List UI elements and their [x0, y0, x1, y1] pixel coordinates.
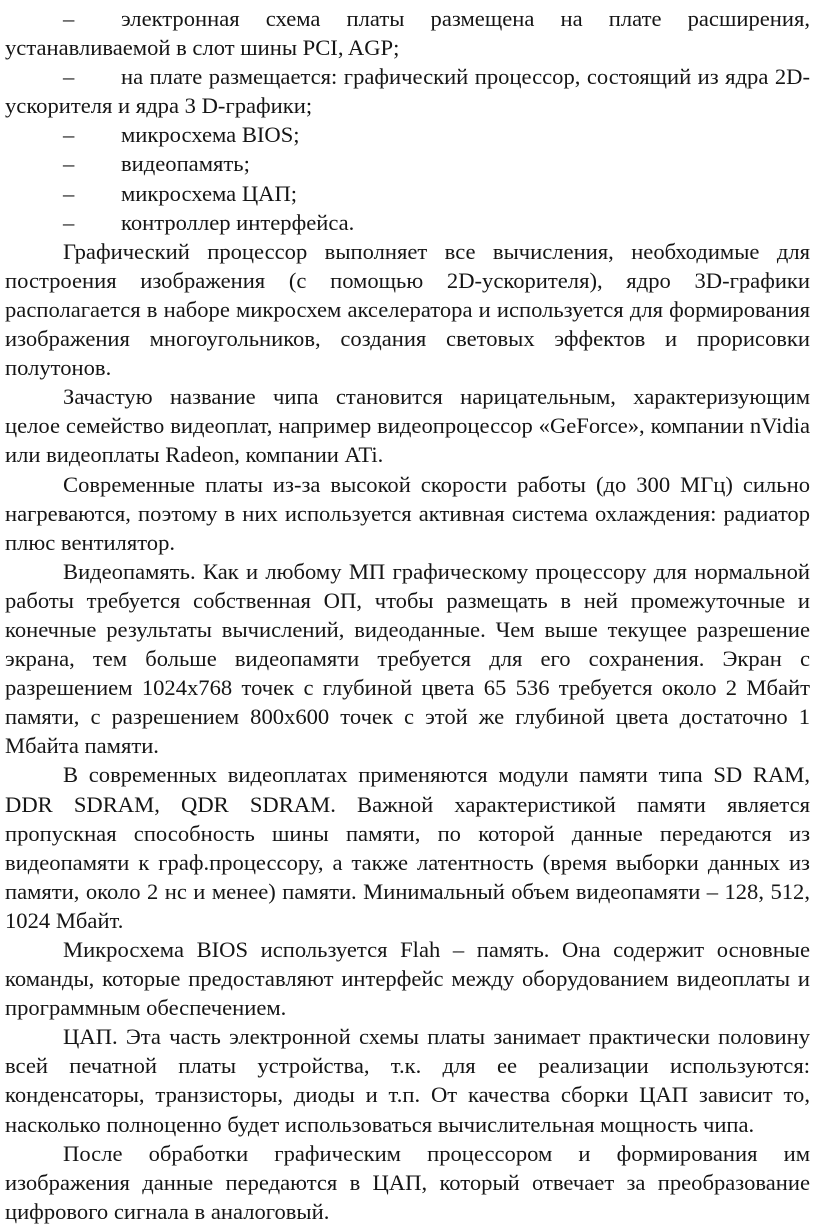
paragraph-dac-conversion: После обработки графическим процессором и формирования им изображения данные передаются в ЦАП, который отвечает за преобразование цифрового сигнала в аналоговый. — [5, 1140, 810, 1224]
list-item-text: на плате размещается: графический процессор, состоящий из ядра 2D-ускорителя и ядра 3 D-графики; — [5, 64, 810, 119]
list-item — [5, 149, 810, 178]
paragraph-cooling: Современные платы из-за высокой скорости работы (до 300 МГц) сильно нагреваются, поэтому в них используется активная система охлаждения: радиатор плюс вентилятор. — [5, 471, 810, 555]
list-item — [5, 120, 810, 149]
list-item — [5, 179, 810, 208]
list-item-text: микросхема BIOS; — [121, 122, 300, 148]
list-item — [5, 4, 810, 62]
list-dash: – — [63, 6, 75, 31]
list-item-text: электронная схема платы размещена на плате расширения, устанавливаемой в слот шины PCI, AGP; — [5, 6, 810, 61]
paragraph-bios: Микросхема BIOS используется Flah – память. Она содержит основные команды, которые предоставляют интерфейс между оборудованием видеоплаты и программным обеспечением. — [5, 937, 810, 1021]
list-item — [5, 62, 810, 120]
paragraph-dac: ЦАП. Эта часть электронной схемы платы занимает практически половину всей печатной платы устройства, т.к. для ее реализации используются: конденсаторы, транзисторы, диоды и т.п. От качества сборки ЦАП зависит то, насколько полноценно будет использоваться вычислительная мощность чипа. — [5, 1024, 810, 1137]
paragraph-gpu: Графический процессор выполняет все вычисления, необходимые для построения изображения (с помощью 2D-ускорителя), ядро 3D-графики располагается в наборе микросхем акселератора и используется для формирования изображения многоугольников, создания световых эффектов и прорисовки полутонов. — [5, 238, 810, 381]
list-dash: – — [63, 122, 75, 148]
list-item-text: видеопамять; — [121, 151, 250, 177]
list-item — [5, 208, 810, 237]
list-dash: – — [63, 64, 75, 90]
list-dash: – — [63, 151, 75, 177]
paragraph-chip-name: Зачастую название чипа становится нарицательным, характеризующим целое семейство видеоплат, например видеопроцессор «GeForce», компании nVidia или видеоплаты Radeon, компании ATi. — [5, 384, 810, 468]
list-dash: – — [63, 209, 75, 235]
list-dash: – — [63, 180, 75, 206]
paragraph-video-memory: Видеопамять. Как и любому МП графическому процессору для нормальной работы требуется собственная ОП, чтобы размещать в ней промежуточные и конечные результаты вычислений, видеоданные. Чем выше текущее разрешение экрана, тем больше видеопамяти требуется для его сохранения. Экран с разрешением 1024x768 точек с глубиной цвета 65 536 требуется около 2 Мбайт памяти, с разрешением 800x600 точек с этой же глубиной цвета достаточно 1 Мбайта памяти. — [5, 558, 810, 759]
list-item-text: микросхема ЦАП; — [121, 180, 298, 206]
paragraph-memory-types: В современных видеоплатах применяются модули памяти типа SD RAM, DDR SDRAM, QDR SDRAM. Важной характеристикой памяти является пропускная способность шины памяти, по которой данные передаются из видеопамяти к граф.процессору, а также латентность (время выборки данных из памяти, около 2 нс и менее) памяти. Минимальный объем видеопамяти – 128, 512, 1024 Мбайт. — [5, 762, 810, 933]
list-item-text: контроллер интерфейса. — [121, 209, 355, 235]
